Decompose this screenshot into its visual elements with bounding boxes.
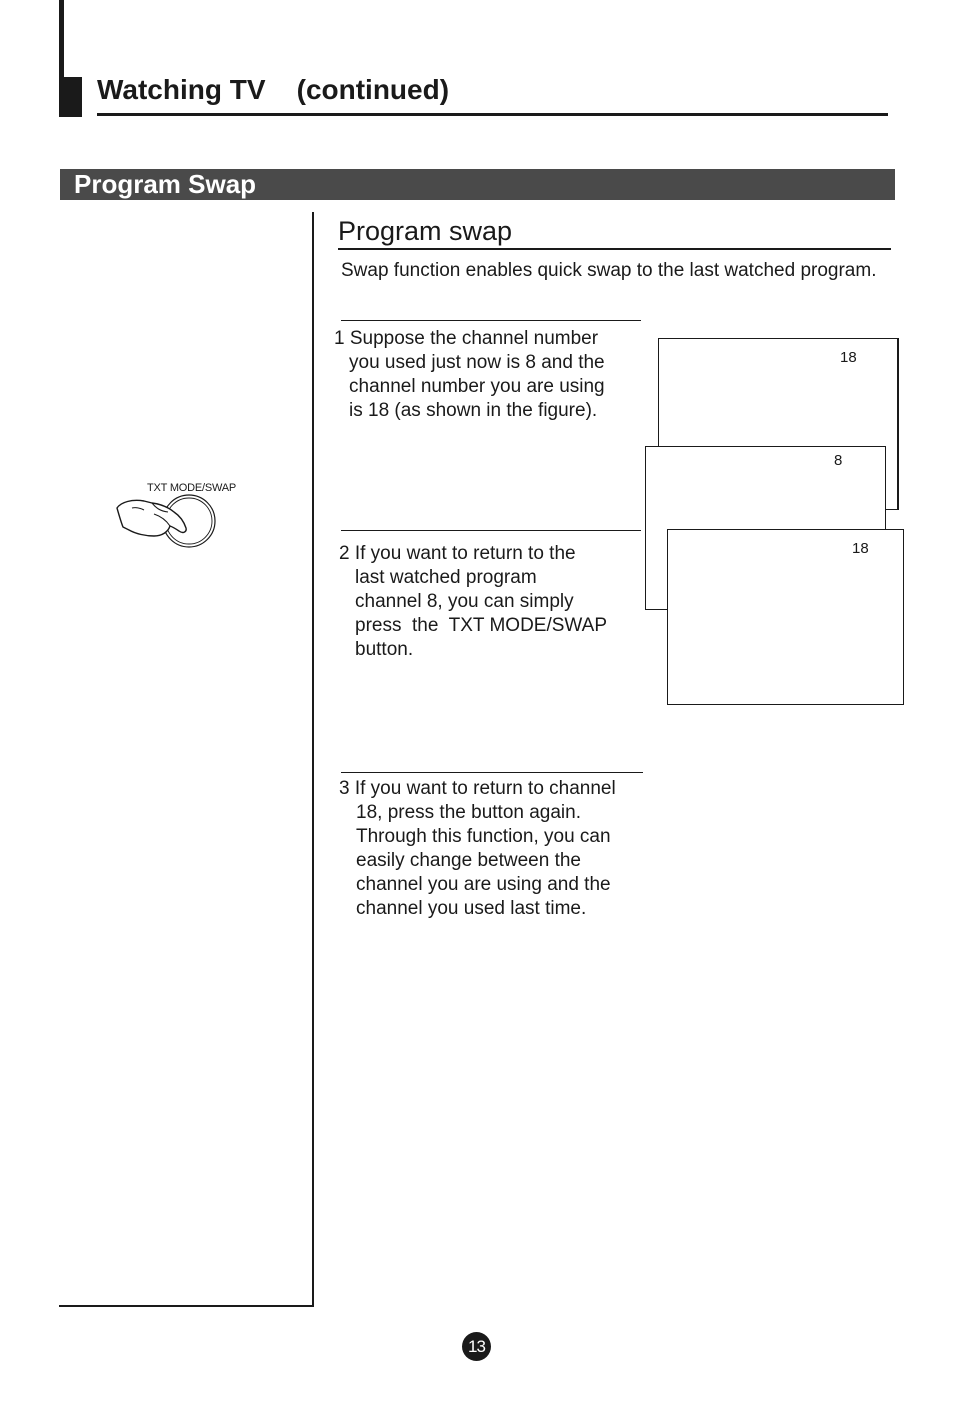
step-text-line: Through this function, you can xyxy=(356,826,611,847)
hand-pressing-button-icon xyxy=(112,494,222,550)
section-title: Program Swap xyxy=(74,169,257,199)
step-text-line: channel 8, you can simply xyxy=(355,591,574,612)
step-2 xyxy=(339,542,607,662)
remote-button-label: TXT MODE/SWAP xyxy=(147,482,237,494)
channel-number: 18 xyxy=(840,349,857,366)
intro-paragraph: Swap function enables quick swap to the last watched program. xyxy=(341,260,877,281)
channel-number: 8 xyxy=(834,452,843,469)
step-text-line: 3 If you want to return to channel xyxy=(339,778,616,799)
step-text-line: press the TXT MODE/SWAP xyxy=(355,615,607,636)
step-text-line: easily change between the xyxy=(356,850,581,871)
step-text-line: is 18 (as shown in the figure). xyxy=(349,400,598,421)
tv-screen-swapped xyxy=(667,529,904,705)
page-number: 13 xyxy=(462,1332,491,1361)
step-text-line: 18, press the button again. xyxy=(356,802,581,823)
left-column-bottom-rule xyxy=(59,1305,314,1307)
step-text-line: you used just now is 8 and the xyxy=(349,352,605,373)
channel-number: 18 xyxy=(852,540,869,557)
step-divider xyxy=(341,320,641,321)
step-text-line: 1 Suppose the channel number xyxy=(334,328,599,349)
step-text-line: 2 If you want to return to the xyxy=(339,543,576,564)
step-text-line: channel you are using and the xyxy=(356,874,611,895)
step-divider xyxy=(341,530,641,531)
step-text-line: channel number you are using xyxy=(349,376,605,397)
step-text-line: button. xyxy=(355,639,414,660)
step-divider xyxy=(341,772,643,773)
page-title: Watching TV (continued) xyxy=(97,74,450,105)
step-text-line: last watched program xyxy=(355,567,537,588)
subsection-title: Program swap xyxy=(338,216,513,246)
subsection-divider xyxy=(338,248,891,250)
step-1 xyxy=(334,327,605,423)
column-divider xyxy=(312,212,314,1307)
header-divider xyxy=(97,113,888,116)
step-text-line: channel you used last time. xyxy=(356,898,587,919)
header-accent-block xyxy=(59,77,82,117)
step-3 xyxy=(339,777,616,921)
